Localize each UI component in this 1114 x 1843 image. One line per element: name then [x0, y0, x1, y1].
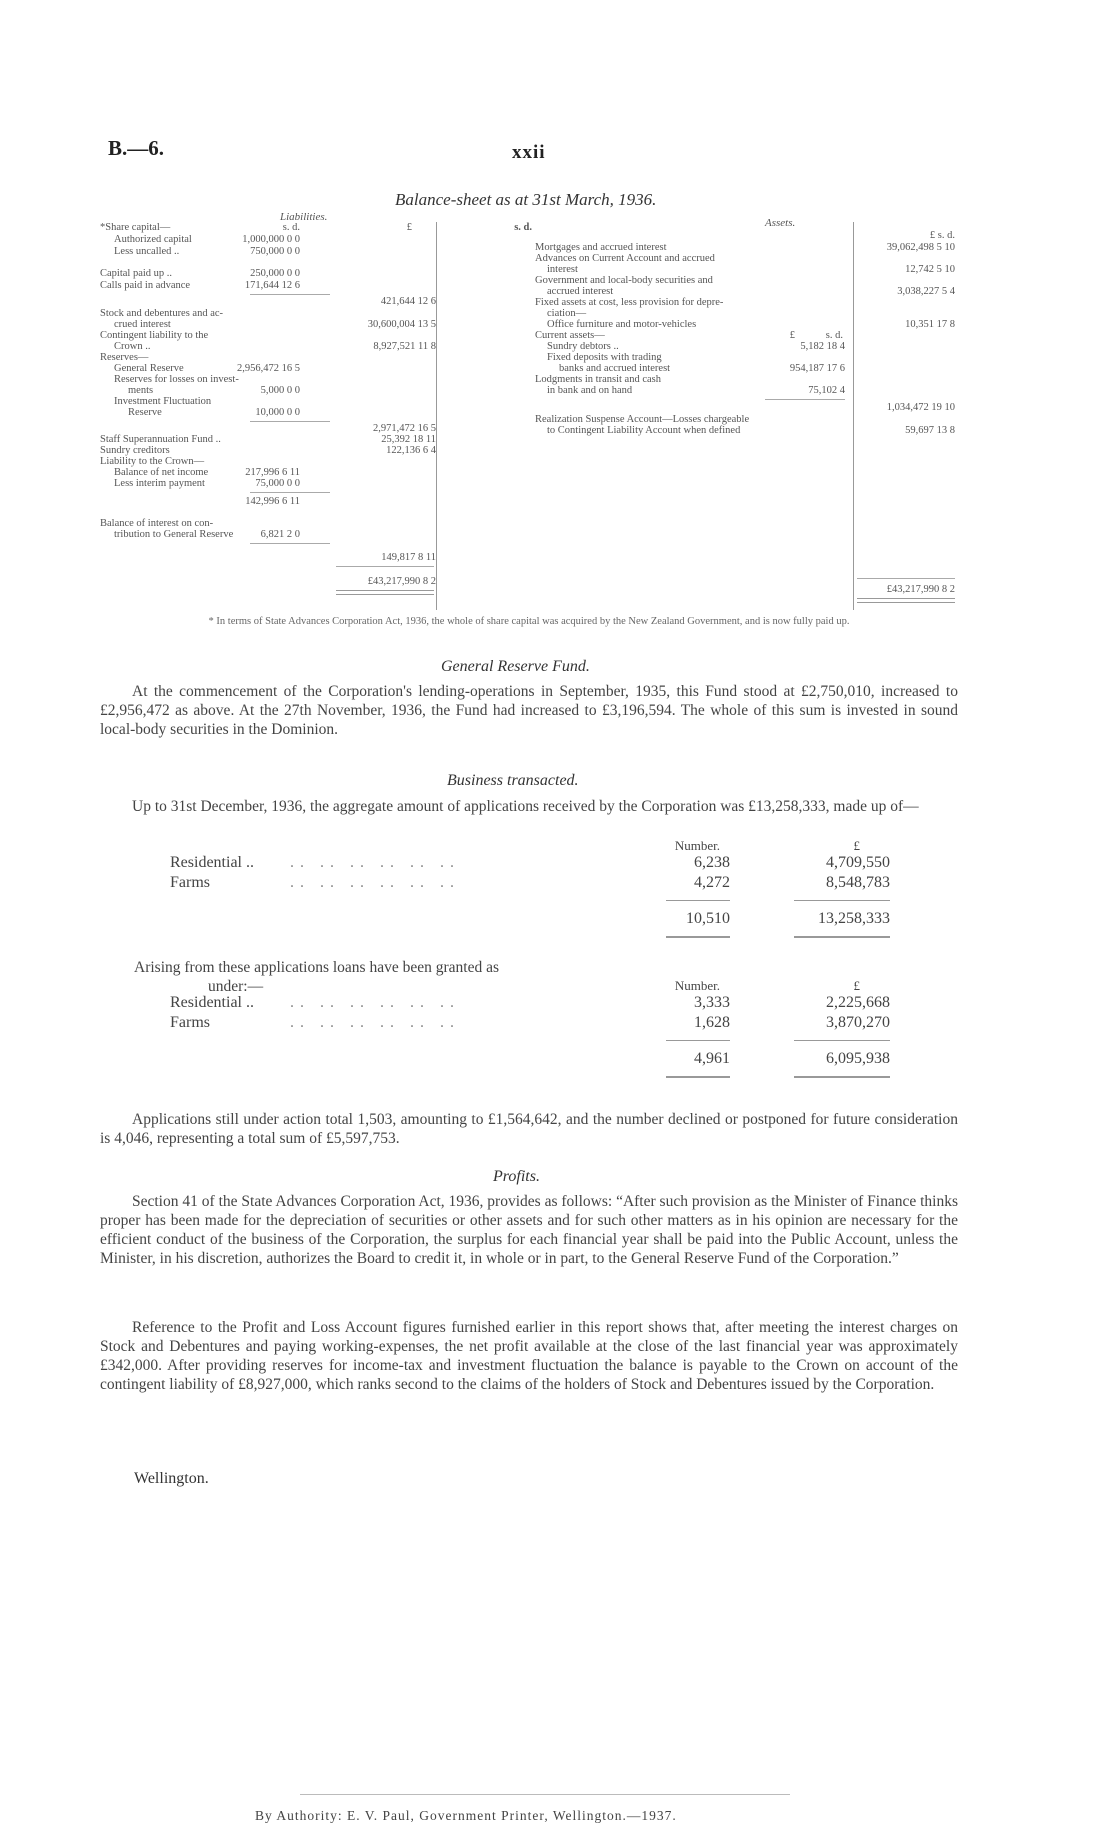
- realization-row: Realization Suspense Account—Losses chargeable: [535, 414, 750, 425]
- current-assets-total: 1,034,472 19 10: [886, 402, 955, 413]
- sundry-creditors-row: Sundry creditors 122,136 6 4: [100, 445, 436, 456]
- staff-superannuation-row: Staff Superannuation Fund .. 25,392 18 11: [100, 434, 436, 445]
- fixed-assets-row: Fixed assets at cost, less provision for depre-: [535, 297, 724, 308]
- table1-col-pound: £: [853, 838, 860, 853]
- reserves-losses-row: Reserves for losses on invest-: [114, 374, 239, 385]
- authorized-capital-row: Authorized capital 1,000,000 0 0: [114, 234, 300, 245]
- table1-col-number: Number.: [674, 838, 720, 853]
- assets-grand-total: £43,217,990 8 2: [886, 584, 955, 595]
- table-row: Farms .. .. .. .. .. .. 1,628 3,870,270: [170, 1014, 890, 1031]
- profits-paragraph-2: Reference to the Profit and Loss Account figures furnished earlier in this report shows that, after meeting the interest charges on Stock and Debentures and paying working-expenses, the net profit available at the close of the last financial year was approximately £342,000. After providing reserves for income-tax and investment fluctuation the balance is payable to the Crown on account of the contingent liability of £8,927,000, which ranks second to the claims of the holders of Stock and Debentures issued by the Corporation.: [100, 1319, 958, 1393]
- less-interim-row: Less interim payment 75,000 0 0: [114, 478, 300, 489]
- sundry-debtors-row: Sundry debtors .. 5,182 18 4: [547, 341, 845, 352]
- balance-sheet-title: Balance-sheet as at 31st March, 1936.: [395, 190, 657, 209]
- table-row: Residential .. .. .. .. .. .. .. 6,238 4,709,550: [170, 854, 890, 871]
- table-row: Farms .. .. .. .. .. .. 4,272 8,548,783: [170, 874, 890, 891]
- unit-sd-1: s. d.: [282, 222, 300, 233]
- crown-subtotal: 142,996 6 11: [245, 496, 300, 507]
- balance-sheet-footnote: * In terms of State Advances Corporation Act, 1936, the whole of share capital was acquired by the New Zealand Government, and is now fully paid up.: [208, 616, 850, 627]
- calls-paid-row: Calls paid in advance 171,644 12 6: [100, 280, 300, 291]
- table-row: Residential .. .. .. .. .. .. .. 3,333 2,225,668: [170, 994, 890, 1011]
- applications-table: [170, 838, 890, 968]
- profits-paragraph-1: Section 41 of the State Advances Corporation Act, 1936, provides as follows: “After such provision as the Minister of Finance thinks proper has been made for the depreciation of securities or other assets and for such other matters as in his opinion are necessary for the efficient conduct of the business of the Corporation, the surplus for each financial year shall be paid into the Public Account, unless the Minister, in his discretion, authorizes the Board to credit it, in whole or in part, to the General Reserve Fund of the Corporation.”: [100, 1193, 958, 1267]
- balance-net-income-row: Balance of net income 217,996 6 11: [114, 467, 300, 478]
- liabilities-column: Liabilities. s. d. £ s. d. *Share capital— Authorized capital 1,000,000 0 0 Less uncalled .. 750,000 0 0 Capital paid up .. 250,000 0 0 Calls paid in advance 171,644 12 6 421,644 12 6 Stock and debentures and ac- crued interest 30,600,004 13 5 Contingent liability to the Crown .. 8,927,521 11 8 Reserves— General Reserve 2,956,472 16 5 Reserves for losses on invest- ments 5,000 0 0 Investment Fluctuation Reserve 10,000 0 0 2,971,472 16 5 Staff Superannuation Fund .. 25,392 18 11 Sundry creditors 122,136 6 4 Liability to the Crown— Balance of net income 217,996 6 11 Less interim payment 75,000 0 0 142,996 6 11 Balance of interest on con- tribution to General Reserve 6,821 2 0 149,817 8 11 £43,217,990 8 2: [100, 212, 532, 602]
- assets-column: Assets. £ s. d. Mortgages and accrued interest 39,062,498 5 10 Advances on Current Account and accrued interest 12,742 5 10 Government and local-body securities and accrued interest 3,038,227 5 4 Fixed assets at cost, less provision for depre- ciation— Office furniture and motor-vehicles 10,351 17 8 Current assets— £ s. d. Sundry debtors .. 5,182 18 4 Fixed deposits with trading banks and accrued interest 954,187 17 6 Lodgments in transit and cash in bank and on hand 75,102 4 1,034,472 19 10 Realization Suspense Account—Losses chargeable to Contingent Liability Account when defined 59,697 13 8 £43,217,990 8 2: [535, 212, 955, 602]
- crown-total: 149,817 8 11: [381, 552, 436, 563]
- general-reserve-paragraph: At the commencement of the Corporation's lending-operations in September, 1935, this Fund stood at £2,750,010, increased to £2,956,472 as above. At the 27th November, 1936, the Fund had increased to £3,196,594. The whole of this sum is invested in sound local-body securities in the Dominion.: [100, 683, 958, 738]
- liability-crown-label: Liability to the Crown—: [100, 456, 205, 467]
- general-reserve-title: General Reserve Fund.: [441, 658, 590, 675]
- business-intro-paragraph: Up to 31st December, 1936, the aggregate amount of applications received by the Corporation was £13,258,333, made up of—: [132, 798, 919, 815]
- balance-interest-row: Balance of interest on con-: [100, 518, 214, 529]
- mortgages-row: Mortgages and accrued interest 39,062,498 5 10: [535, 242, 955, 253]
- lodgments-row: Lodgments in transit and cash: [535, 374, 661, 385]
- business-transacted-title: Business transacted.: [447, 772, 579, 789]
- printer-authority: By Authority: E. V. Paul, Government Printer, Wellington.—1937.: [255, 1808, 677, 1823]
- share-capital-label: *Share capital—: [100, 222, 171, 233]
- table2-col-number: Number.: [674, 978, 720, 993]
- fixed-deposits-row: Fixed deposits with trading: [547, 352, 662, 363]
- arising-line: Arising from these applications loans have been granted as under:—: [134, 959, 499, 995]
- current-assets-row: Current assets— £ s. d.: [535, 330, 843, 341]
- general-reserve-row: General Reserve 2,956,472 16 5: [114, 363, 300, 374]
- office-furniture-row: Office furniture and motor-vehicles 10,351 17 8: [547, 319, 955, 330]
- profits-title: Profits.: [493, 1168, 540, 1185]
- wellington-signoff: Wellington.: [134, 1470, 209, 1487]
- table1-total-row: 10,510 13,258,333: [686, 910, 890, 927]
- liabilities-grand-total: £43,217,990 8 2: [367, 576, 436, 587]
- unit-sd-2: s. d.: [514, 222, 532, 233]
- less-uncalled-row: Less uncalled .. 750,000 0 0: [114, 246, 300, 257]
- investment-fluctuation-row: Investment Fluctuation: [114, 396, 212, 407]
- assets-unit-header: £ s. d.: [929, 230, 955, 241]
- reserves-label: Reserves—: [100, 352, 149, 363]
- reserves-total: 2,971,472 16 5: [373, 423, 436, 434]
- page-number: xxii: [512, 142, 546, 163]
- capital-total: 421,644 12 6: [380, 296, 436, 307]
- liabilities-heading: Liabilities.: [280, 211, 328, 223]
- capital-paid-up-row: Capital paid up .. 250,000 0 0: [100, 268, 300, 279]
- loans-granted-table: [170, 978, 890, 1098]
- unit-pound-2: £: [406, 222, 412, 233]
- advances-row: Advances on Current Account and accrued: [535, 253, 715, 264]
- page-code: B.—6.: [108, 136, 165, 160]
- applications-paragraph: Applications still under action total 1,503, amounting to £1,564,642, and the number declined or postponed for future consideration is 4,046, representing a total sum of £5,597,753.: [100, 1111, 958, 1147]
- stock-debentures-row: Stock and debentures and ac-: [100, 308, 224, 319]
- table2-total-row: 4,961 6,095,938: [694, 1050, 890, 1067]
- assets-heading: Assets.: [765, 217, 796, 229]
- government-securities-row: Government and local-body securities and: [535, 275, 713, 286]
- table2-col-pound: £: [853, 978, 860, 993]
- contingent-liability-row: Contingent liability to the: [100, 330, 209, 341]
